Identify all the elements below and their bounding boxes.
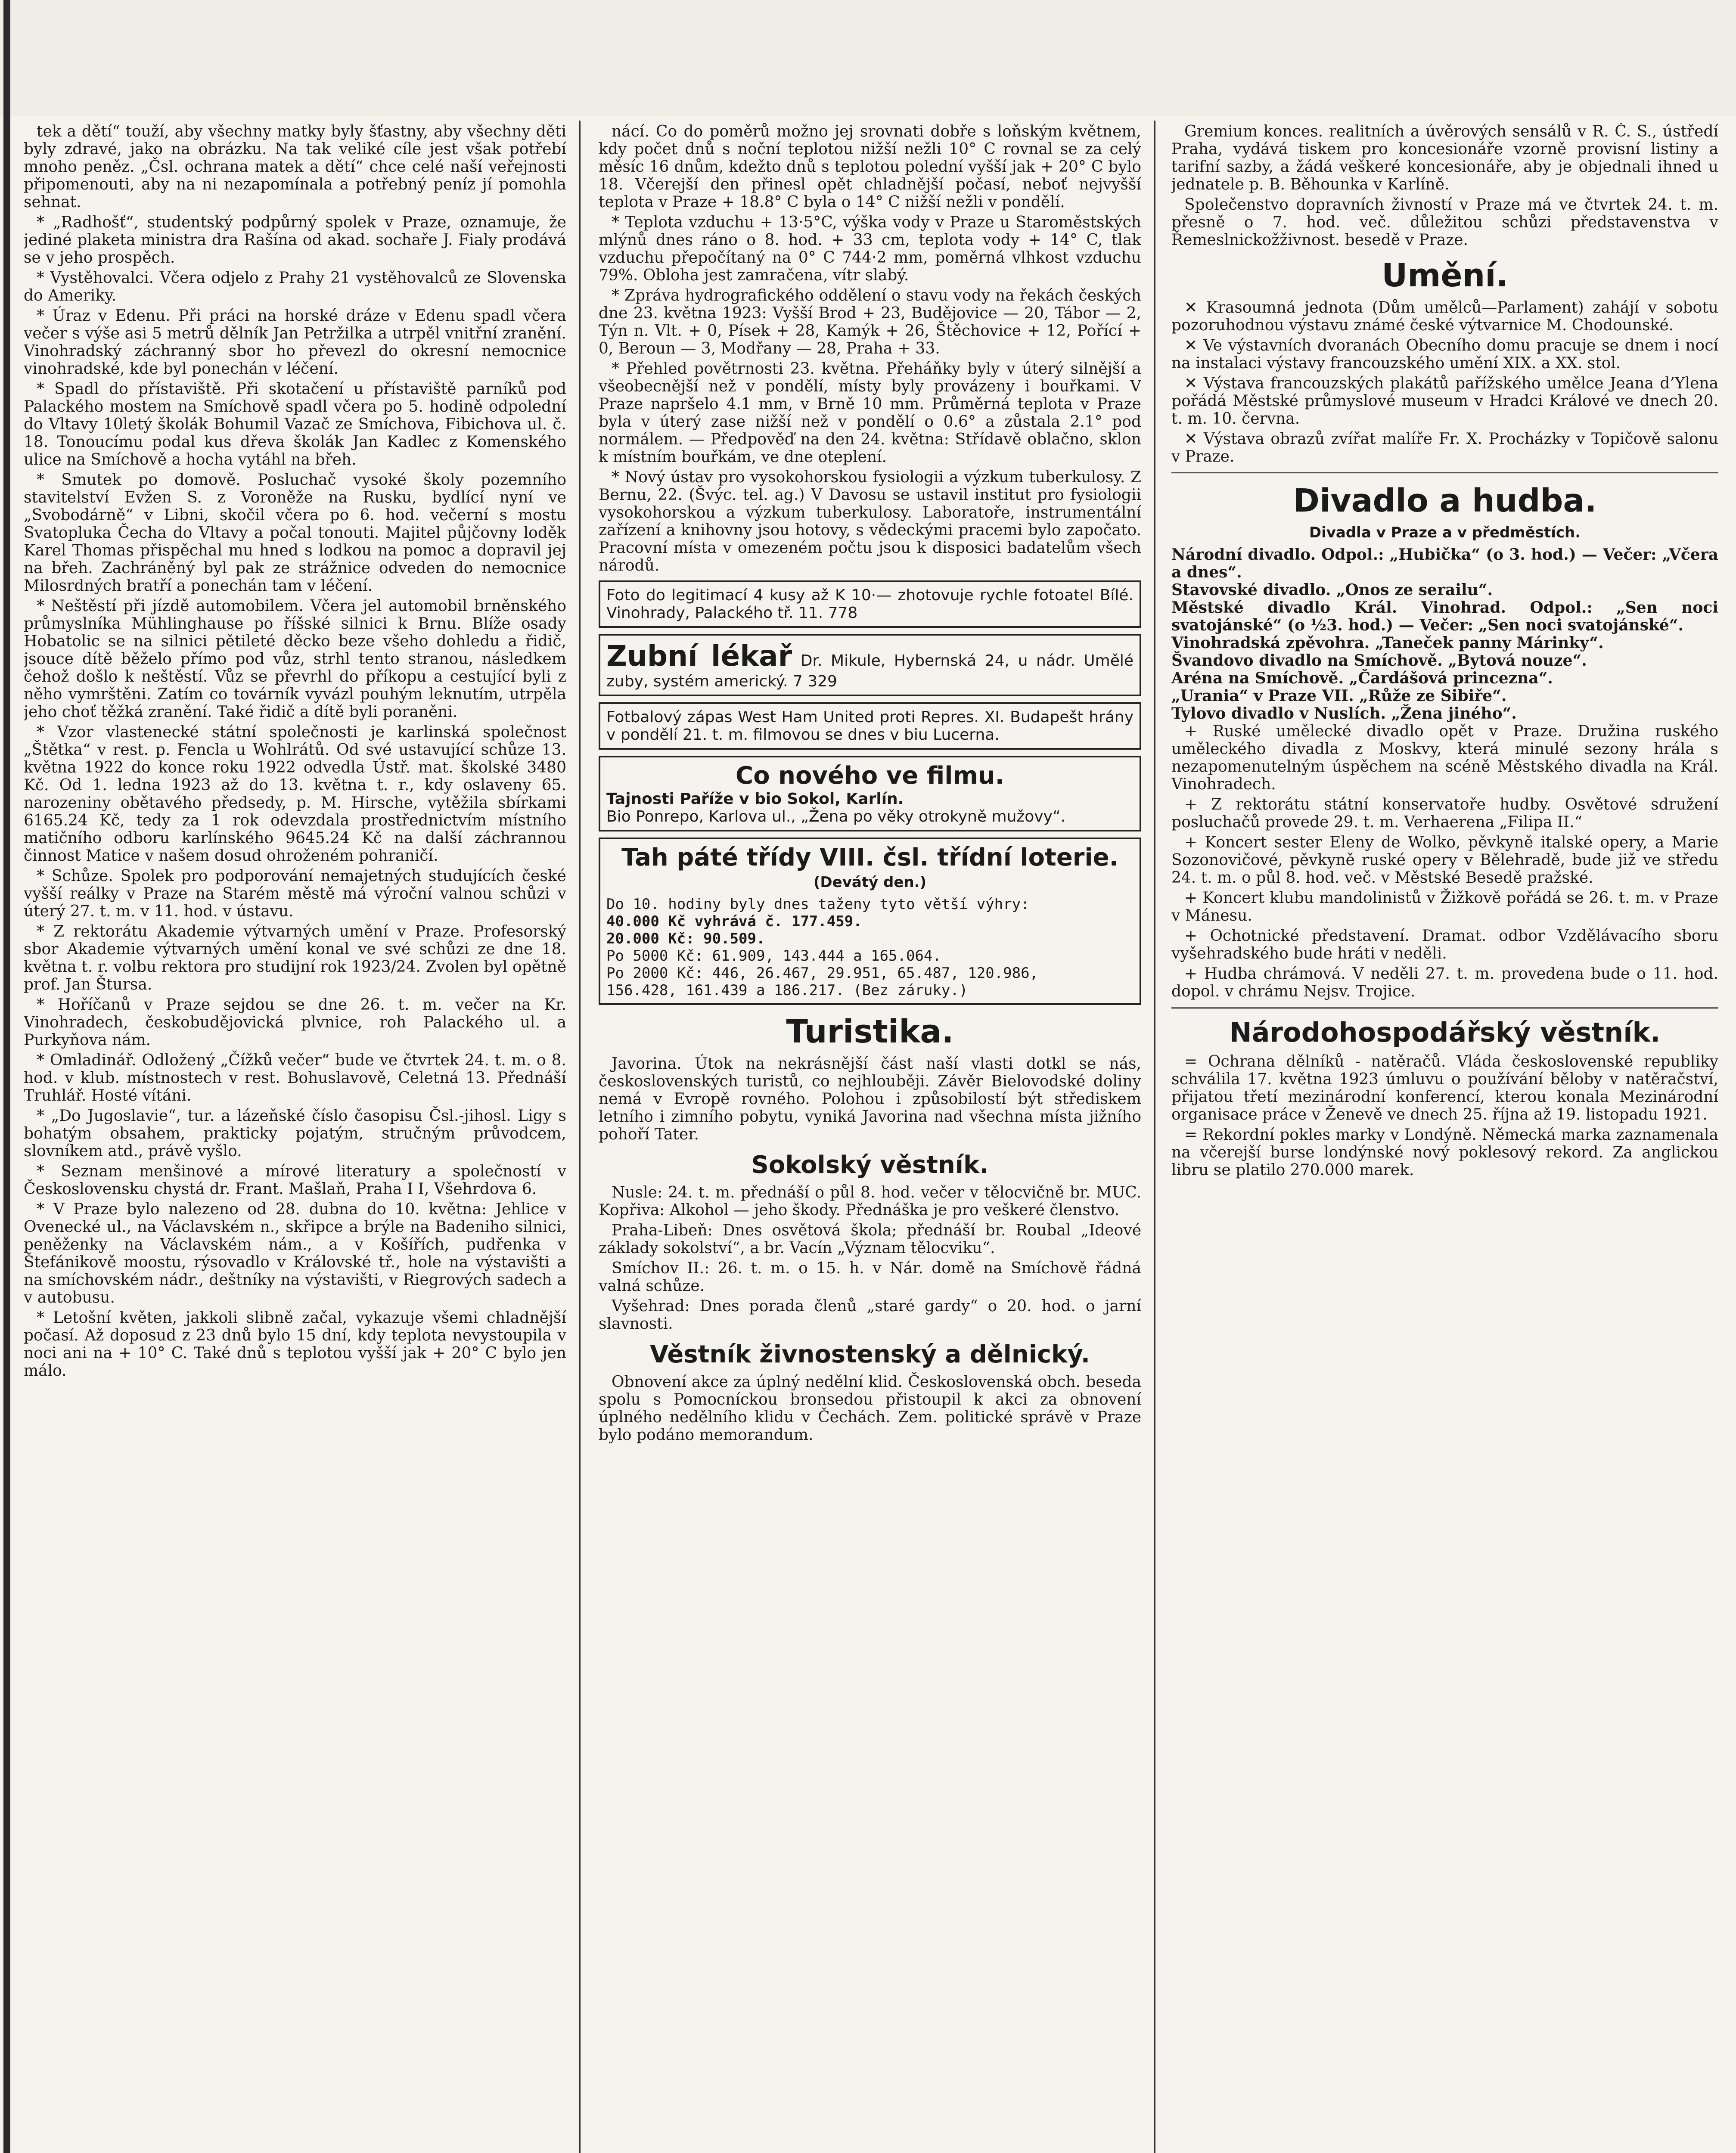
lottery-row: 20.000 Kč: 90.509. (606, 930, 765, 947)
photo-ad-text: Foto do legitimací 4 kusy až K 10·— zhotovuje rychle fotoatel Bílé. Vinohrady, Palackého tř. 11. 778 (606, 586, 1134, 622)
article: ✕ Ve výstavních dvoranách Obecního domu pracuje se dnem i nocí na instalaci výstavy francouzského umění XIX. a XX. stol. (1171, 337, 1718, 372)
article: tek a dětí“ touží, aby všechny matky byly šťastny, aby všechny děti byly zdravé, jako na obrázku. Na tak veliké cíle jest však potřebí mnoho peněz. „Čsl. ochrana matek a dětí“ chce celé naší veřejnosti připomenouti, aby na ni nezapomínala a potřebný peníz jí pomohla sehnat. (24, 123, 566, 211)
article: + Hudba chrámová. V neděli 27. t. m. provedena bude o 11. hod. dopol. v chrámu Nejsv. Trojice. (1171, 965, 1718, 1000)
article: + Koncert klubu mandolinistů v Žižkově pořádá se 26. t. m. v Praze v Mánesu. (1171, 889, 1718, 924)
film-ad-line: Tajnosti Paříže v bio Sokol, Karlín. (606, 790, 904, 808)
article: ✕ Výstava francouzských plakátů pařížského umělce Jeana d’Ylena pořádá Městské průmyslové museum v Hradci Králové ve dnech 20. t. m. 10. června. (1171, 375, 1718, 428)
column-rule (579, 121, 581, 2153)
section-title-divadlo: Divadlo a hudba. (1293, 482, 1597, 519)
section-title-umeni: Umění. (1382, 257, 1508, 294)
article: * Nový ústav pro vysokohorskou fysiologii a výzkum tuberkulosy. Z Bernu, 22. (Švýc. tel. ag.) V Davosu se ustavil institut pro fysiologii vysokohorskou a výzkum tuberkulosy. Laboratoře, instrumentální zařízení a knihovny jsou hotovy, s vědeckými pracemi bylo započato. Pracovní místa v omezeném počtu jsou k disposici badatelům všech národů. (599, 468, 1141, 574)
column-1 (24, 123, 566, 2153)
article: Gremium konces. realitních a úvěrových sensálů v R. Č. S., ústředí Praha, vydává tiskem pro koncesionáře vzorně provisní listiny a tarifní sazby, a žádá veškeré koncesionáře, aby je objednali ihned u jednatele p. B. Běhounka v Karlíně. (1171, 123, 1718, 193)
section-title-narodohospodarsky: Národohospodářský věstník. (1229, 1017, 1661, 1048)
theatre-listing: Stavovské divadlo. „Onos ze serailu“. (1171, 581, 1493, 599)
column-3 (1171, 123, 1718, 2153)
section-title-turistika: Turistika. (786, 1013, 954, 1050)
article: = Rekordní pokles marky v Londýně. Německá marka zaznamenala na včerejší burse londýnské nový poklesový rekord. Za anglickou libru se platilo 270.000 marek. (1171, 1126, 1718, 1179)
section-title-sokol: Sokolský věstník. (751, 1151, 989, 1179)
theatre-listing: „Urania“ v Praze VII. „Růže ze Sibiře“. (1171, 687, 1507, 705)
lottery-row: 156.428, 161.439 a 186.217. (Bez záruky.) (606, 982, 968, 999)
article: * Smutek po domově. Posluchač vysoké školy pozemního stavitelství Evžen S. z Voroněže na Rusku, bydlící nyní ve „Svobodárně“ v Libni, skočil včera po 6. hod. večerní s mostu Svatopluka Čecha do Vltavy a počal tonouti. Majitel půjčovny loděk Karel Thomas přispěchal mu hned s lodkou na pomoc a dopravil jej na břeh. Zachráněný byl pak ze strážnice odveden do nemocnice Milosrdných bratří a ponechán tam v léčení. (24, 471, 566, 595)
dentist-ad-text: Dr. Mikule, Hybernská 24, u nádr. Umělé zuby, systém americký. 7 329 (606, 652, 1134, 690)
article: * „Do Jugoslavie“, tur. a lázeňské číslo časopisu Čsl.-jihosl. Ligy s bohatým obsahem, prakticky pojatým, stručným průvodcem, slovníkem atd., právě vyšlo. (24, 1107, 566, 1160)
theatre-listing: Aréna na Smíchově. „Čardášová princezna“. (1171, 669, 1553, 687)
article: * Letošní květen, jakkoli slibně začal, vykazuje všemi chladnější počasí. Až doposud z 23 dnů bylo 15 dní, kdy teplota nevystoupila v noci ani na + 10° C. Také dnů s teplotou vyšší jak + 20° C bylo jen málo. (24, 1309, 566, 1380)
article: * Schůze. Spolek pro podporování nemajetných studujících české vyšší reálky v Praze na Starém městě má výroční valnou schůzi v úterý 27. t. m. v 11. hod. v ústavu. (24, 867, 566, 920)
lottery-row: 40.000 Kč vyhrává č. 177.459. (606, 913, 862, 930)
article: Obnovení akce za úplný nedělní klid. Československá obch. beseda spolu s Pomocníckou bronsedou přistoupil k akci za obnovení úplného nedělního klidu v Čechách. Zem. politické správě v Praze bylo podáno memorandum. (599, 1373, 1141, 1444)
article: + Ochotnické představení. Dramat. odbor Vzdělávacího sboru vyšehradského bude hráti v neděli. (1171, 927, 1718, 962)
theatre-listing: Tylovo divadlo v Nuslích. „Žena jiného“. (1171, 704, 1517, 723)
dentist-ad-title: Zubní lékař (606, 639, 792, 673)
section-divider (1171, 472, 1718, 474)
section-divider (1171, 1007, 1718, 1009)
article: * Vystěhovalci. Včera odjelo z Prahy 21 vystěhovalců ze Slovenska do Ameriky. (24, 269, 566, 304)
article: * Spadl do přístaviště. Při skotačení u přístaviště parníků pod Palackého mostem na Smíchově spadl včera po 5. hodině odpolední do Vltavy 10letý školák Bohumil Vazač ze Smíchova, Fibichova ul. č. 18. Tonoucímu podal kus dřeva školák Jan Kadlec z Komenského ulice na Smíchově a hocha vytáhl na břeh. (24, 380, 566, 468)
football-ad-text: Fotbalový zápas West Ham United proti Repres. XI. Budapešt hrány v pondělí 21. t. m. filmovou se dnes v biu Lucerna. (606, 708, 1134, 744)
article: * Vzor vlastenecké státní společnosti je karlinská společnost „Štětka“ v rest. p. Fencla u Wohlrátů. Od své ustavující schůze 13. května 1922 do konce roku 1922 odvedla Ústř. mat. školské 3480 Kč. Od 1. ledna 1923 až do 13. května t. r., kdy oslaveny 65. narozeniny obětavého předsedy, p. M. Hirsche, vytěžila sbírkami 6165.24 Kč, tedy za 1 rok odevzdala prostřednictvím místního matičního odboru karlínského 9645.24 Kč na další záchrannou činnost Matice v našem dosud ohroženém pohraničí. (24, 723, 566, 865)
theatre-listing: Městské divadlo Král. Vinohrad. Odpol.: „Sen noci svatojánské“ (o ½3. hod.) — Večer: „Sen noci svatojánské“. (1171, 599, 1718, 634)
article: + Koncert sester Eleny de Wolko, pěvkyně italské opery, a Marie Sozonovičové, pěvkyně ruské opery v Bělehradě, bude již ve středu 24. t. m. o půl 8. hod. več. v Městské Besedě pražské. (1171, 834, 1718, 887)
lottery-ad (599, 838, 1141, 1005)
article: * Neštěstí při jízdě automobilem. Včera jel automobil brněnského průmyslníka Mühlinghause po říšské silnici k Brnu. Blíže osady Hobatolic se na silnici pětileté děcko beze všeho dohledu a řidič, jsouce dítě běželo přímo pod vůz, strhl tento stranou, následkem čehož došlo k neštěstí. Vůz se převrhl do příkopu a cestující byli z něho vymrštěni. Zatím co továrník vyvázl pouhým leknutím, utrpěla jeho choť těžká zranění. Také řidič a dítě byli poraněni. (24, 597, 566, 721)
column-rule (1154, 121, 1155, 2153)
article: Smíchov II.: 26. t. m. o 15. h. v Nár. domě na Smíchově řádná valná schůze. (599, 1260, 1141, 1295)
article: ✕ Krasoumná jednota (Dům umělců—Parlament) zahájí v sobotu pozoruhodnou výstavu známé české výtvarnice M. Chodounské. (1171, 299, 1718, 334)
article: * Omladinář. Odložený „Čížků večer“ bude ve čtvrtek 24. t. m. o 8. hod. v klub. místnostech v rest. Bohuslavově, Celetná 13. Přednáší Truhlář. Hosté vítáni. (24, 1052, 566, 1104)
film-ad-title: Co nového ve filmu. (736, 762, 1004, 790)
article: * Seznam menšinové a mírové literatury a společností v Československu chystá dr. Frant. Mašlaň, Praha I I, Všehrdova 6. (24, 1163, 566, 1198)
article: * Z rektorátu Akademie výtvarných umění v Praze. Profesorský sbor Akademie výtvarných umění konal ve své schůzi ze dne 18. května t. r. volbu rektora pro studijní rok 1923/24. Zvolen byl opětně prof. Jan Štursa. (24, 923, 566, 993)
article: * V Praze bylo nalezeno od 28. dubna do 10. května: Jehlice v Ovenecké ul., na Václavském n., skřipce a brýle na Badeniho silnici, peněženky na Václavském nám., a v Košířích, pudřenka v Štefánikově moostu, rýsovadlo v Královské tř., hole na výstavišti a na smíchovském nádr., deštníky na výstavišti, v Riegrových sadech a v autobusu. (24, 1201, 566, 1306)
section-subtitle-divadla: Divadla v Praze a v předměstích. (1309, 524, 1581, 541)
article: * Zpráva hydrografického oddělení o stavu vody na řekách českých dne 23. května 1923: Vyšší Brod + 23, Budějovice — 20, Tábor — 2, Týn n. Vlt. + 0, Písek + 28, Kamýk + 26, Štěchovice + 12, Pořící + 0, Beroun — 3, Modřany — 28, Praha + 33. (599, 287, 1141, 357)
article: Praha-Libeň: Dnes osvětová škola; přednáší br. Roubal „Ideové základy sokolství“, a br. Vacín „Význam tělocviku“. (599, 1222, 1141, 1257)
film-ad-line: Bio Ponrepo, Karlova ul., „Žena po věky otrokyně mužovy“. (606, 808, 1066, 825)
lottery-row: Do 10. hodiny byly dnes taženy tyto větší výhry: (606, 896, 1030, 913)
lottery-ad-subtitle: (Devátý den.) (813, 874, 927, 891)
page-binding-edge (3, 0, 10, 2153)
lottery-row: Po 5000 Kč: 61.909, 143.444 a 165.064. (606, 947, 941, 965)
article: nácí. Co do poměrů možno jej srovnati dobře s loňským květnem, kdy počet dnů s noční teplotou nižší nežli 10° C rovnal se za celý měsíc 16 dnům, kdežto dnů s teplotou polední vyšší jak + 20° C bylo 18. Včerejší den přinesl opět chladnější počasí, neboť nejvyšší teplota v Praze + 18.8° C byla o 14° C nižší nežli v pondělí. (599, 123, 1141, 211)
film-ad (599, 756, 1141, 831)
article: * Úraz v Edenu. Při práci na horské dráze v Edenu spadl včera večer s výše asi 5 metrů dělník Jan Petržilka a utrpěl vnitřní zranění. Vinohradský záchranný sbor ho převezl do okresní nemocnice vinohradské, kde byl ponechán v léčení. (24, 307, 566, 378)
lottery-row: Po 2000 Kč: 446, 26.467, 29.951, 65.487, 120.986, (606, 965, 1039, 982)
article: + Z rektorátu státní konservatoře hudby. Osvětové sdružení posluchačů provede 29. t. m. Verhaerena „Filipa II.“ (1171, 796, 1718, 831)
article: * Přehled povětrnosti 23. května. Přeháňky byly v úterý silnější a všeobecnější než v pondělí, místy byly provázeny i bouřkami. V Praze napršelo 4.1 mm, v Brně 10 mm. Průměrná teplota v Praze byla v úterý zase nižší než v pondělí o 0.6° a zůstala 2.1° pod normálem. — Předpověď na den 24. května: Střídavě oblačno, sklon k místním bouřkám, ve dne oteplení. (599, 360, 1141, 466)
theatre-listing: Vinohradská zpěvohra. „Taneček panny Márinky“. (1171, 634, 1604, 652)
article: ✕ Výstava obrazů zvířat malíře Fr. X. Procházky v Topičově salonu v Praze. (1171, 430, 1718, 465)
article: Vyšehrad: Dnes porada členů „staré gardy“ o 20. hod. o jarní slavnosti. (599, 1297, 1141, 1333)
column-2 (599, 123, 1141, 2153)
article: = Ochrana dělníků - natěračů. Vláda československé republiky schválila 17. května 1923 úmluvu o používání běloby v natěračství, přijatou třetí mezinárodní konferencí, kterou konala Mezinárodní organisace práce v Ženevě ve dnech 25. října až 19. listopadu 1921. (1171, 1053, 1718, 1123)
football-ad (599, 702, 1141, 750)
article: Společenstvo dopravních živností v Praze má ve čtvrtek 24. t. m. přesně o 7. hod. več. důležitou schůzi představenstva v Řemeslnickožživnost. besedě v Praze. (1171, 196, 1718, 249)
section-title-vestnik: Věstník živnostenský a dělnický. (650, 1340, 1090, 1368)
photo-ad (599, 580, 1141, 628)
article: Javorina. Útok na nekrásnější část naší vlasti dotkl se nás, československých turistů, co nejhlouběji. Závěr Bielovodské doliny nemá v Evropě rovného. Polohou i způsobilostí být střediskem letního i zimního pobytu, vyniká Javorina nad všechna místa jižního pohoří Tater. (599, 1055, 1141, 1143)
lottery-ad-title: Tah páté třídy VIII. čsl. třídní loterie. (621, 844, 1118, 872)
article: * „Radhošť“, studentský podpůrný spolek v Praze, oznamuje, že jediné plaketa ministra dra Rašína od akad. sochaře J. Fialy prodává se v jeho prospěch. (24, 214, 566, 267)
dentist-ad (599, 634, 1141, 696)
page-top-margin (0, 0, 1736, 116)
theatre-listing: Švandovo divadlo na Smíchově. „Bytová nouze“. (1171, 651, 1587, 670)
theatre-listing: Národní divadlo. Odpol.: „Hubička“ (o 3. hod.) — Večer: „Včera a dnes“. (1171, 546, 1718, 581)
article: * Hoříčanů v Praze sejdou se dne 26. t. m. večer na Kr. Vinohradech, českobudějovická plvnice, roh Palackého ul. a Purkyňova nám. (24, 996, 566, 1049)
article: + Ruské umělecké divadlo opět v Praze. Družina ruského uměleckého divadla z Moskvy, která minulé sezony hrála s nezapomenutelným úspěchem na scéně Městského divadla na Král. Vinohradech. (1171, 723, 1718, 793)
article: * Teplota vzduchu + 13·5°C, výška vody v Praze u Staroměstských mlýnů dnes ráno o 8. hod. + 33 cm, teplota vody + 14° C, tlak vzduchu přepočítaný na 0° C 744·2 mm, poměrná vlhkost vzduchu 79%. Obloha jest zamračena, vítr slabý. (599, 214, 1141, 284)
article: Nusle: 24. t. m. přednáší o půl 8. hod. večer v tělocvičně br. MUC. Kopřiva: Alkohol — jeho škody. Přednáška je pro veškeré členstvo. (599, 1184, 1141, 1219)
